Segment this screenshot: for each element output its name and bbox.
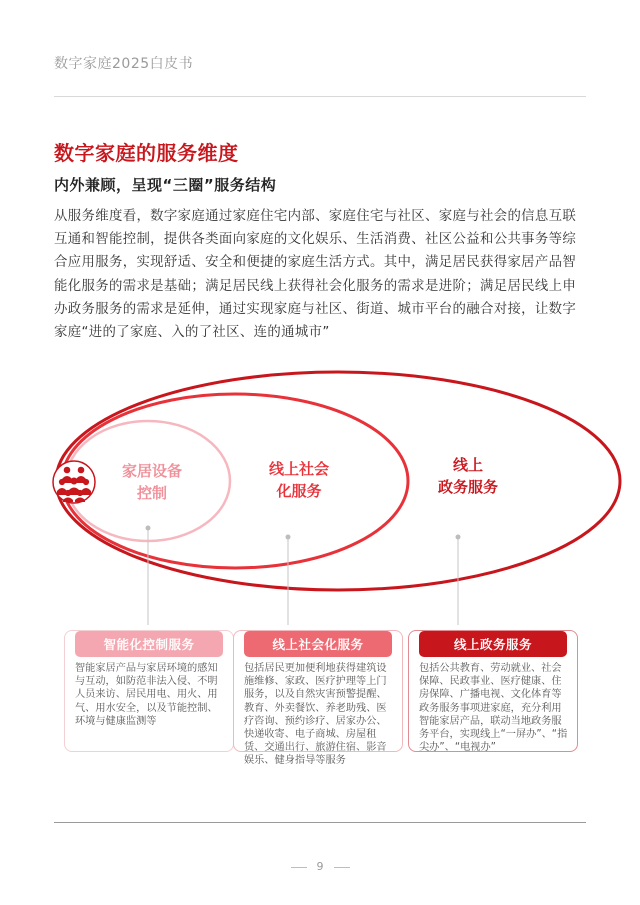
running-title: 数字家庭2025白皮书 [54, 56, 194, 72]
card-body: 包括居民更加便利地获得建筑设施维修、家政、医疗护理等上门服务，以及自然灾害预警提醒、教育、外卖餐饮、养老助残、医疗咨询、预约诊疗、居家办公、快递收寄、电子商城、房屋租赁、交通出行、旅游住宿、影音娱乐、健身指导等服务 [244, 663, 387, 767]
ring-label-outer: 线上 政务服务 [437, 456, 498, 496]
page-dash-right [334, 867, 350, 868]
connector-dot-outer [456, 535, 461, 540]
footer-divider [54, 822, 586, 823]
ring-label-middle: 线上社会 化服务 [268, 460, 329, 500]
connector-dot-middle [286, 535, 291, 540]
body-paragraph: 从服务维度看，数字家庭通过家庭住宅内部、家庭住宅与社区、家庭与社会的信息互联互通和智能控制，提供各类面向家庭的文化娱乐、生活消费、社区公益和公共事务等综合应用服务，实现舒适、安全和便捷的家庭生活方式。其中，满足居民获得家居产品智能化服务的需求是基础；满足居民线上获得社会化服务的需求是进阶；满足居民线上申办政务服务的需求是延伸，通过实现家庭与社区、街道、城市平台的融合对接，让数字家庭“进的了家庭、入的了社区、连的通城市” [54, 209, 577, 341]
section-title: 数字家庭的服务维度 [54, 141, 239, 165]
ring-label-inner: 家居设备 控制 [121, 462, 182, 502]
card-title: 线上社会化服务 [244, 631, 392, 657]
header-divider [54, 96, 586, 97]
card-title: 线上政务服务 [419, 631, 567, 657]
card-online-government [408, 630, 578, 752]
section-subtitle: 内外兼顾，呈现“三圈”服务结构 [54, 176, 277, 194]
people-group-icon [53, 461, 95, 503]
card-smart-control [64, 630, 234, 752]
page-dash-left [291, 867, 307, 868]
card-title: 智能化控制服务 [75, 631, 223, 657]
connector-dot-inner [146, 526, 151, 531]
three-circle-diagram [0, 370, 640, 625]
card-online-social [233, 630, 403, 767]
page-number-value: 9 [316, 860, 324, 873]
card-body: 包括公共教育、劳动就业、社会保障、民政事业、医疗健康、住房保障、广播电视、文化体育等政务服务事项进家庭，充分利用智能家居产品，联动当地政务服务平台，实现线上“一屏办”、“指尖办”、“电视办” [419, 663, 568, 754]
page-number [0, 860, 640, 873]
card-body: 智能家居产品与家居环境的感知与互动，如防范非法入侵、不明人员来访、居民用电、用火、用气、用水安全，以及节能控制、环境与健康监测等 [75, 663, 218, 727]
